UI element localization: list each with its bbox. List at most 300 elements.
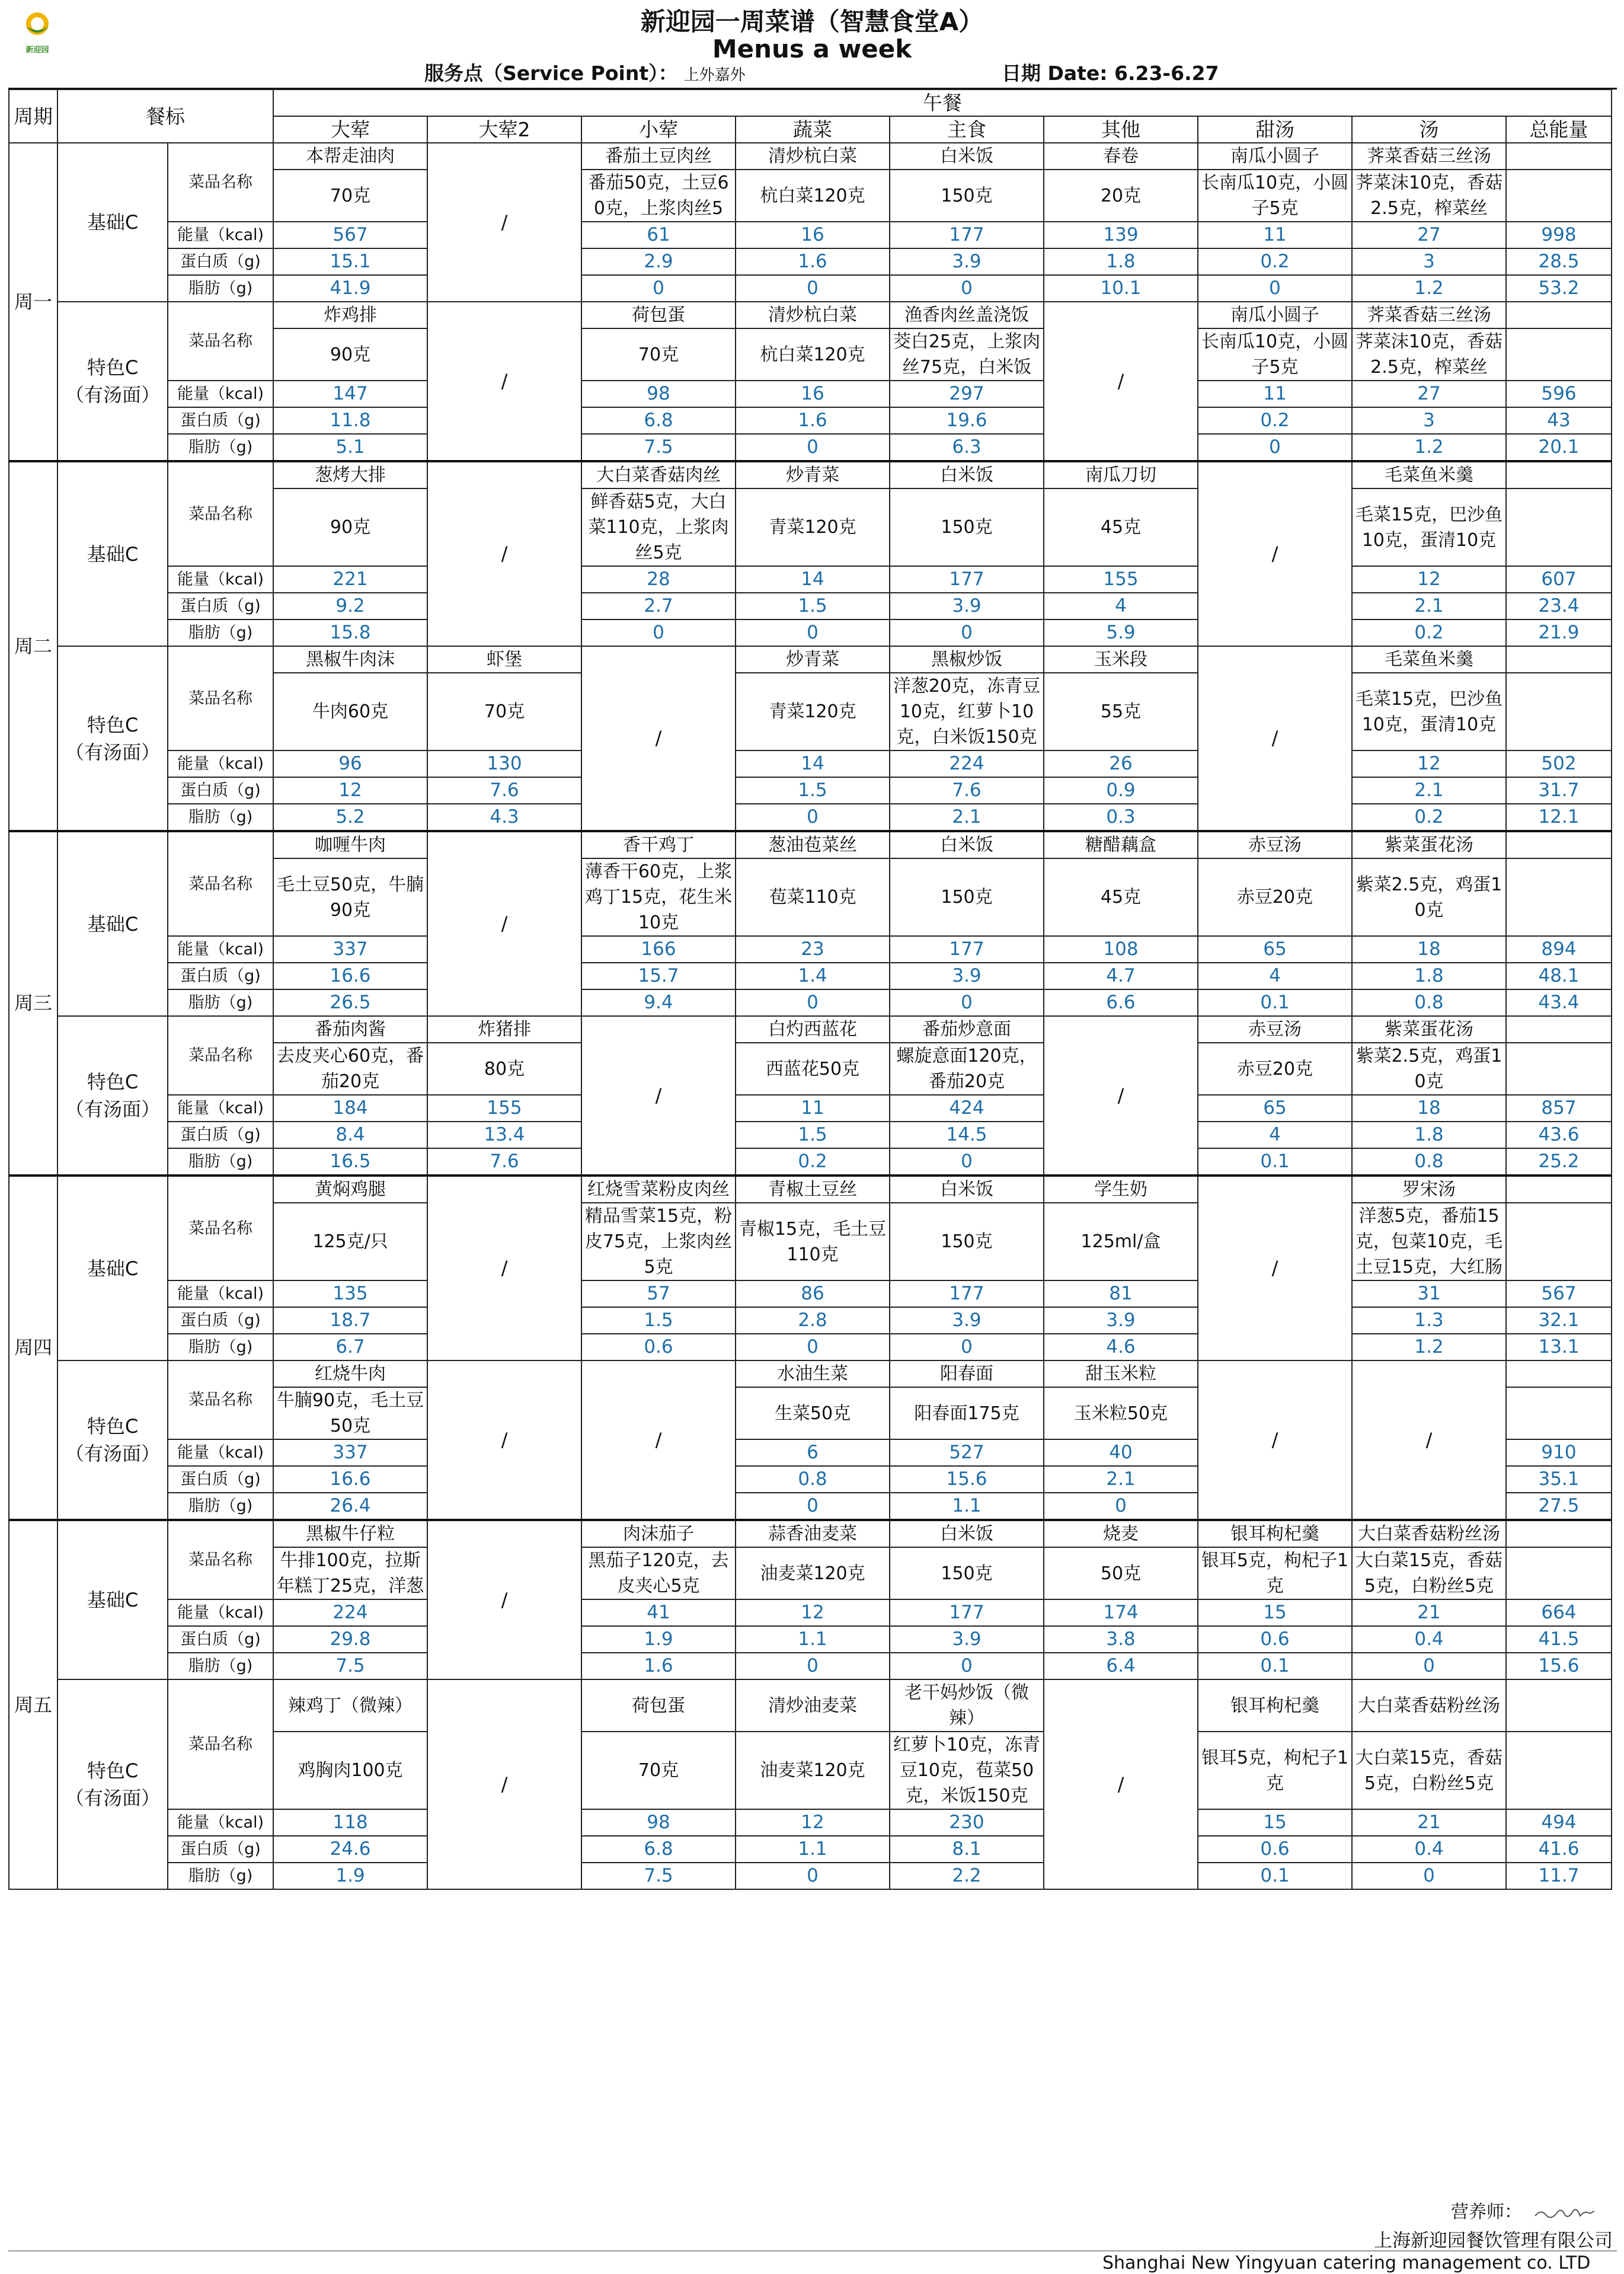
row-label-dish: 菜品名称 [168,1176,273,1280]
dish-name: 辣鸡丁（微辣） [273,1679,427,1732]
row-label-fat: 脂肪（g) [168,1863,273,1889]
row-label-energy: 能量（kcal) [168,1280,273,1307]
dish-name: 白米饭 [890,1176,1044,1203]
protein-value: 43.6 [1506,1122,1612,1148]
dish-detail: 70克 [273,170,427,222]
row-label-protein: 蛋白质（g) [168,593,273,619]
row-label-energy: 能量（kcal) [168,1599,273,1626]
energy-value: 65 [1198,1095,1352,1122]
fat-value: 0.3 [1044,804,1198,831]
fat-value: 0 [736,1863,890,1889]
dish-detail [1506,1203,1612,1280]
dish-detail: 150克 [890,1203,1044,1280]
dish-detail: 鸡胸肉100克 [273,1732,427,1809]
row-label-energy: 能量（kcal) [168,566,273,593]
fat-value: 25.2 [1506,1148,1612,1176]
protein-value: 0.4 [1352,1626,1506,1653]
protein-value: 3.9 [890,1626,1044,1653]
row-label-energy: 能量（kcal) [168,222,273,248]
energy-value: 155 [1044,566,1198,593]
dish-detail [1506,170,1612,222]
category-name: 特色C [87,1071,139,1093]
protein-value: 9.2 [273,593,427,619]
fat-value: 0 [890,275,1044,302]
nutritionist-signature [1533,2203,1598,2223]
protein-value: 11.8 [273,407,427,434]
protein-value: 6.8 [581,407,736,434]
dish-name: 糖醋藕盒 [1044,831,1198,858]
fat-value: 0.2 [736,1148,890,1176]
meal-category [57,1016,168,1176]
dish-name [1506,1360,1612,1387]
fat-value: 15.6 [1506,1653,1612,1679]
dish-name: 荷包蛋 [581,1679,736,1732]
protein-value: 0.8 [736,1466,890,1493]
energy-value: 16 [736,222,890,248]
category-name: 基础C [87,1257,139,1280]
dish-detail: 毛土豆50克，牛腩90克 [273,858,427,936]
empty-slot: / [1198,646,1352,831]
energy-value: 174 [1044,1599,1198,1626]
protein-value: 1.1 [736,1836,890,1863]
dish-name: 番茄土豆肉丝 [581,143,736,170]
dish-detail: 大白菜15克，香菇5克，白粉丝5克 [1352,1547,1506,1599]
protein-value: 3.9 [890,593,1044,619]
fat-value: 0.8 [1352,1148,1506,1176]
category-name: 基础C [87,542,139,566]
logo-text: 新迎园 [25,46,49,55]
energy-value: 12 [736,1599,890,1626]
fat-value: 27.5 [1506,1493,1612,1520]
fat-value: 0 [1044,1493,1198,1520]
dish-name: 香干鸡丁 [581,831,736,858]
dish-name: 葱油苞菜丝 [736,831,890,858]
dish-name: 毛菜鱼米羹 [1352,461,1506,488]
dish-detail [1506,1387,1612,1439]
dish-name: 大白菜香菇肉丝 [581,461,736,488]
dish-detail: 精品雪菜15克，粉皮75克，上浆肉丝5克 [581,1203,736,1280]
fat-value: 0 [1352,1653,1506,1679]
dish-name: 南瓜刀切 [1044,461,1198,488]
dish-name [1506,1016,1612,1043]
dish-name [1506,1176,1612,1203]
energy-value: 910 [1506,1439,1612,1466]
dish-detail: 90克 [273,488,427,566]
row-label-protein: 蛋白质（g) [168,1307,273,1334]
fat-value: 1.2 [1352,434,1506,461]
dish-name: 大白菜香菇粉丝汤 [1352,1679,1506,1732]
fat-value: 0.1 [1198,989,1352,1016]
protein-value: 1.5 [581,1307,736,1334]
dish-detail: 薄香干60克，上浆鸡丁15克，花生米10克 [581,858,736,936]
energy-value: 607 [1506,566,1612,593]
protein-value: 1.5 [736,777,890,804]
energy-value: 26 [1044,750,1198,777]
protein-value: 31.7 [1506,777,1612,804]
energy-value: 15 [1198,1809,1352,1836]
protein-value: 12 [273,777,427,804]
dish-detail: 银耳5克，枸杞子1克 [1198,1732,1352,1809]
row-label-energy: 能量（kcal) [168,381,273,407]
dish-name: 毛菜鱼米羹 [1352,646,1506,673]
dish-name: 学生奶 [1044,1176,1198,1203]
dish-detail: 55克 [1044,673,1198,750]
fat-value: 0 [1352,1863,1506,1889]
energy-value: 155 [427,1095,581,1122]
dish-name: 炒青菜 [736,646,890,673]
fat-value: 5.9 [1044,619,1198,646]
energy-value: 177 [890,1280,1044,1307]
dish-name: 阳春面 [890,1360,1044,1387]
protein-value: 4.7 [1044,963,1198,989]
fat-value: 6.6 [1044,989,1198,1016]
protein-value: 13.4 [427,1122,581,1148]
dish-name: 红烧雪菜粉皮肉丝 [581,1176,736,1203]
dish-name: 白灼西蓝花 [736,1016,890,1043]
day-label: 周三 [9,831,57,1176]
fat-value: 4.3 [427,804,581,831]
fat-value: 1.1 [890,1493,1044,1520]
energy-value: 11 [1198,381,1352,407]
protein-value: 1.6 [736,248,890,275]
protein-value: 2.8 [736,1307,890,1334]
empty-slot: / [427,302,581,461]
dish-name [1506,1520,1612,1547]
dish-name: 银耳枸杞羹 [1198,1520,1352,1547]
protein-value: 1.3 [1352,1307,1506,1334]
energy-value: 21 [1352,1599,1506,1626]
protein-value: 0.9 [1044,777,1198,804]
empty-slot: / [427,1360,581,1520]
day-label: 周二 [9,461,57,831]
protein-value: 19.6 [890,407,1044,434]
meal-category [57,461,168,646]
category-note: （有汤面） [65,1442,160,1465]
dish-name [1506,1679,1612,1732]
meal-category [57,646,168,831]
menu-table [8,89,1612,1890]
fat-value: 6.3 [890,434,1044,461]
dish-name: 炸鸡排 [273,302,427,328]
dish-name [1506,461,1612,488]
dish-detail: 螺旋意面120克，番茄20克 [890,1043,1044,1095]
empty-slot: / [427,1679,581,1889]
dish-detail: 杭白菜120克 [736,328,890,381]
energy-value: 61 [581,222,736,248]
company-name: 上海新迎园餐饮管理有限公司 [1374,2230,1613,2251]
protein-value: 6.8 [581,1836,736,1863]
category-name: 基础C [87,912,139,935]
energy-value: 166 [581,936,736,963]
protein-value: 8.1 [890,1836,1044,1863]
fat-value: 0 [890,1334,1044,1360]
energy-value: 11 [1198,222,1352,248]
energy-value: 664 [1506,1599,1612,1626]
dish-detail: 荠菜沫10克，香菇2.5克，榨菜丝 [1352,328,1506,381]
col-header: 大荤 [273,116,427,143]
dish-name: 紫菜蛋花汤 [1352,831,1506,858]
dish-detail: 西蓝花50克 [736,1043,890,1095]
day-label: 周一 [9,143,57,461]
page-subtitle: Menus a week [712,34,912,63]
fat-value: 5.2 [273,804,427,831]
day-label: 周四 [9,1176,57,1520]
dish-detail: 牛腩90克，毛土豆50克 [273,1387,427,1439]
category-note: （有汤面） [65,1098,160,1120]
dish-detail: 70克 [427,673,581,750]
protein-value: 28.5 [1506,248,1612,275]
fat-value: 11.7 [1506,1863,1612,1889]
energy-value: 221 [273,566,427,593]
category-note: （有汤面） [65,1787,160,1809]
fat-value: 6.4 [1044,1653,1198,1679]
energy-value: 18 [1352,1095,1506,1122]
dish-detail: 150克 [890,858,1044,936]
protein-value: 0.2 [1198,407,1352,434]
dish-detail [1506,673,1612,750]
energy-value: 108 [1044,936,1198,963]
fat-value: 13.1 [1506,1334,1612,1360]
col-meal-type: 餐标 [57,90,273,143]
fat-value: 0 [890,619,1044,646]
protein-value: 43 [1506,407,1612,434]
empty-slot: / [1044,1679,1198,1889]
empty-slot: / [581,646,736,831]
fat-value: 4.6 [1044,1334,1198,1360]
meal-category [57,302,168,461]
dish-detail [1506,1547,1612,1599]
energy-value: 894 [1506,936,1612,963]
energy-value: 135 [273,1280,427,1307]
energy-value: 12 [1352,750,1506,777]
row-label-fat: 脂肪（g) [168,1334,273,1360]
row-label-dish: 菜品名称 [168,1679,273,1809]
energy-value: 596 [1506,381,1612,407]
dish-detail: 毛菜15克，巴沙鱼10克，蛋清10克 [1352,488,1506,566]
service-point-label: 服务点（Service Point）： [424,62,678,85]
energy-value: 230 [890,1809,1044,1836]
dish-detail: 150克 [890,488,1044,566]
energy-value: 224 [890,750,1044,777]
row-label-dish: 菜品名称 [168,1016,273,1095]
energy-value: 184 [273,1095,427,1122]
energy-value: 297 [890,381,1044,407]
protein-value: 3.8 [1044,1626,1198,1653]
row-label-protein: 蛋白质（g) [168,1122,273,1148]
energy-value: 857 [1506,1095,1612,1122]
col-header: 其他 [1044,116,1198,143]
fat-value: 0.2 [1352,804,1506,831]
category-note: （有汤面） [65,740,160,764]
dish-name: 黑椒牛仔粒 [273,1520,427,1547]
col-lunch: 午餐 [273,90,1612,116]
row-label-protein: 蛋白质（g) [168,248,273,275]
meal-category [57,143,168,302]
energy-value: 86 [736,1280,890,1307]
protein-value: 23.4 [1506,593,1612,619]
protein-value: 7.6 [890,777,1044,804]
energy-value: 15 [1198,1599,1352,1626]
row-label-dish: 菜品名称 [168,1520,273,1599]
fat-value: 0 [736,1493,890,1520]
dish-name: 渔香肉丝盖浇饭 [890,302,1044,328]
service-point [424,62,746,87]
energy-value: 18 [1352,936,1506,963]
energy-value: 147 [273,381,427,407]
dish-detail: 去皮夹心60克，番茄20克 [273,1043,427,1095]
dish-name: 咖喱牛肉 [273,831,427,858]
fat-value: 6.7 [273,1334,427,1360]
category-name: 基础C [87,1589,139,1611]
energy-value: 130 [427,750,581,777]
dish-detail: 青椒15克，毛土豆110克 [736,1203,890,1280]
dish-name: 清炒杭白菜 [736,143,890,170]
dish-detail: 牛排100克，拉斯年糕丁25克，洋葱 [273,1547,427,1599]
dish-name: 甜玉米粒 [1044,1360,1198,1387]
dish-detail: 青菜120克 [736,673,890,750]
protein-value: 16.6 [273,963,427,989]
energy-value: 12 [1352,566,1506,593]
fat-value: 7.5 [273,1653,427,1679]
fat-value: 0 [581,275,736,302]
dish-detail: 毛菜15克，巴沙鱼10克，蛋清10克 [1352,673,1506,750]
dish-name [1506,143,1612,170]
energy-value: 6 [736,1439,890,1466]
dish-name: 青椒土豆丝 [736,1176,890,1203]
dish-name: 荠菜香菇三丝汤 [1352,302,1506,328]
dish-name: 南瓜小圆子 [1198,302,1352,328]
energy-value: 567 [273,222,427,248]
fat-value: 0 [736,275,890,302]
dish-detail: 生菜50克 [736,1387,890,1439]
fat-value: 0 [736,804,890,831]
dish-name [1506,831,1612,858]
energy-value: 16 [736,381,890,407]
dish-detail: 荠菜沫10克，香菇2.5克，榨菜丝 [1352,170,1506,222]
day-label: 周五 [9,1520,57,1889]
dish-detail: 20克 [1044,170,1198,222]
dish-name: 黑椒牛肉沫 [273,646,427,673]
dish-detail: 150克 [890,170,1044,222]
meal-category [57,1176,168,1360]
protein-value: 41.5 [1506,1626,1612,1653]
fat-value: 9.4 [581,989,736,1016]
protein-value: 14.5 [890,1122,1044,1148]
col-header: 甜汤 [1198,116,1352,143]
protein-value: 32.1 [1506,1307,1612,1334]
fat-value: 1.2 [1352,275,1506,302]
protein-value: 2.7 [581,593,736,619]
fat-value: 2.1 [890,804,1044,831]
energy-value: 23 [736,936,890,963]
dish-detail: 银耳5克，枸杞子1克 [1198,1547,1352,1599]
dish-detail: 70克 [581,328,736,381]
dish-detail: 45克 [1044,858,1198,936]
empty-slot: / [427,1176,581,1360]
dish-detail: 苞菜110克 [736,858,890,936]
dish-name: 白米饭 [890,831,1044,858]
dish-detail: 70克 [581,1732,736,1809]
dish-detail: 红萝卜10克，冻青豆10克，苞菜50克，米饭150克 [890,1732,1044,1809]
row-label-energy: 能量（kcal) [168,936,273,963]
energy-value: 118 [273,1809,427,1836]
fat-value: 5.1 [273,434,427,461]
dish-detail: 125ml/盒 [1044,1203,1198,1280]
energy-value: 527 [890,1439,1044,1466]
row-label-dish: 菜品名称 [168,646,273,750]
protein-value: 41.6 [1506,1836,1612,1863]
empty-slot: / [1352,1360,1506,1520]
col-header: 小荤 [581,116,736,143]
fat-value: 0.6 [581,1334,736,1360]
empty-slot: / [1044,1016,1198,1176]
protein-value: 1.8 [1352,1122,1506,1148]
company-name-en: Shanghai New Yingyuan catering management co. LTD [1102,2253,1591,2273]
dish-detail: 大白菜15克，香菇5克，白粉丝5克 [1352,1732,1506,1809]
fat-value: 20.1 [1506,434,1612,461]
protein-value: 48.1 [1506,963,1612,989]
dish-detail: 阳春面175克 [890,1387,1044,1439]
dish-name [1506,646,1612,673]
dish-name: 水油生菜 [736,1360,890,1387]
protein-value: 8.4 [273,1122,427,1148]
category-note: （有汤面） [65,384,160,406]
fat-value: 0 [890,1148,1044,1176]
dish-name: 赤豆汤 [1198,831,1352,858]
dish-detail: 青菜120克 [736,488,890,566]
category-name: 特色C [87,1759,139,1782]
dish-detail: 洋葱5克，番茄15克，包菜10克，毛土豆15克，大红肠 [1352,1203,1506,1280]
dish-name: 老干妈炒饭（微辣） [890,1679,1044,1732]
energy-value: 177 [890,222,1044,248]
dish-name: 银耳枸杞羹 [1198,1679,1352,1732]
dish-detail [1506,1043,1612,1095]
row-label-fat: 脂肪（g) [168,804,273,831]
dish-name: 番茄炒意面 [890,1016,1044,1043]
dish-name: 清炒杭白菜 [736,302,890,328]
energy-value: 57 [581,1280,736,1307]
energy-value: 337 [273,1439,427,1466]
energy-value: 998 [1506,222,1612,248]
fat-value: 7.5 [581,1863,736,1889]
dish-detail: 80克 [427,1043,581,1095]
nutritionist-label: 营养师： [1451,2202,1522,2222]
fat-value: 1.9 [273,1863,427,1889]
energy-value: 41 [581,1599,736,1626]
protein-value: 3.9 [1044,1307,1198,1334]
protein-value: 2.1 [1044,1466,1198,1493]
dish-detail: 牛肉60克 [273,673,427,750]
dish-name: 白米饭 [890,1520,1044,1547]
col-period: 周期 [9,90,57,143]
dish-detail [1506,328,1612,381]
protein-value: 1.5 [736,593,890,619]
fat-value: 0.1 [1198,1653,1352,1679]
energy-value: 502 [1506,750,1612,777]
dish-name: 黄焖鸡腿 [273,1176,427,1203]
dish-name: 荠菜香菇三丝汤 [1352,143,1506,170]
dish-name: 番茄肉酱 [273,1016,427,1043]
energy-value: 98 [581,1809,736,1836]
energy-value: 11 [736,1095,890,1122]
energy-value: 139 [1044,222,1198,248]
protein-value: 4 [1044,593,1198,619]
energy-value: 27 [1352,222,1506,248]
protein-value: 7.6 [427,777,581,804]
dish-detail: 赤豆20克 [1198,1043,1352,1095]
empty-slot: / [427,1520,581,1679]
fat-value: 7.5 [581,434,736,461]
